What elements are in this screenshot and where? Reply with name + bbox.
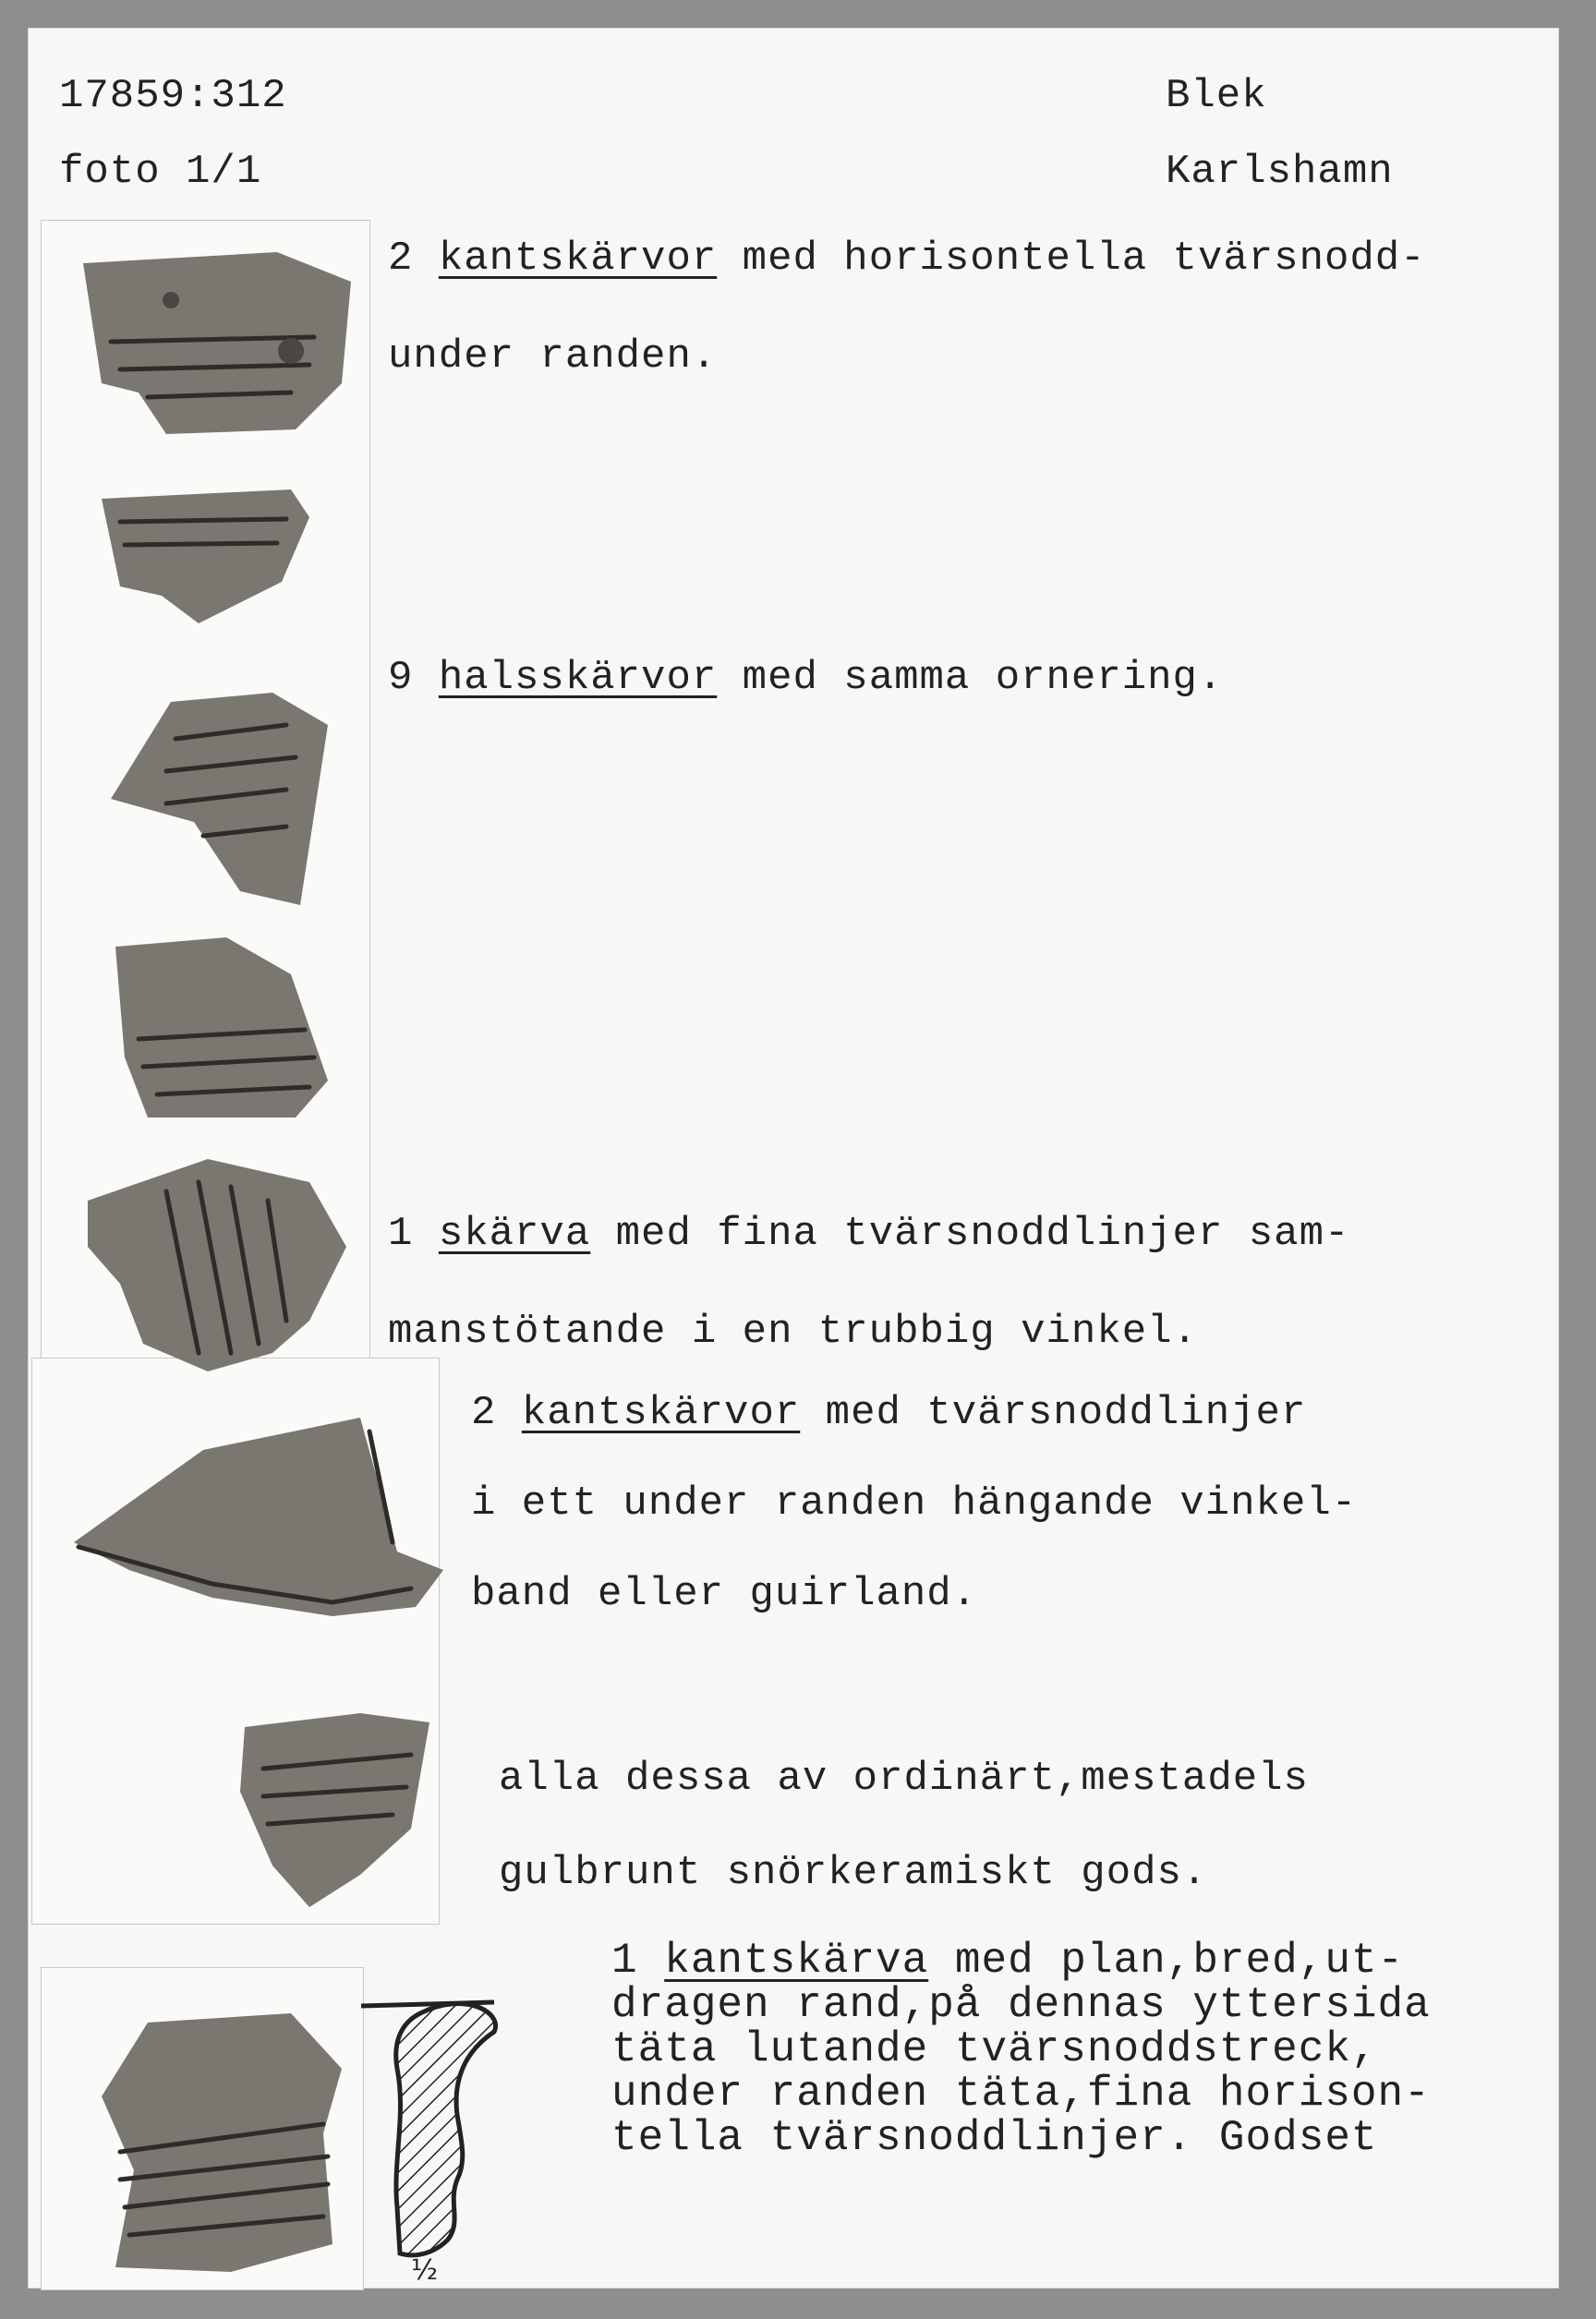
entry-6-line-2: dragen rand,på dennas yttersida (611, 1981, 1431, 2029)
drawing-scale-label: ½ (411, 2254, 439, 2287)
profile-section-drawing-icon (356, 1976, 596, 2290)
entry-5-line-1: alla dessa av ordinärt,mestadels (499, 1756, 1309, 1802)
catalog-card (28, 28, 1559, 2289)
entry-3-line-2: manstötande i en trubbig vinkel. (388, 1309, 1198, 1355)
sherd-photo-4 (92, 928, 332, 1127)
entry-4-line-1: 2 kantskärvor med tvärsnoddlinjer (471, 1390, 1307, 1436)
province: Blek (1166, 73, 1267, 119)
sherd-photo-2 (97, 480, 319, 628)
entry-5-line-2: gulbrunt snörkeramiskt gods. (499, 1850, 1208, 1896)
entry-6-line-4: under randen täta,fina horison- (611, 2070, 1431, 2118)
sherd-photo-5 (69, 1145, 346, 1376)
photo-scale: foto 1/1 (59, 149, 262, 195)
entry-2-line-1: 9 halsskärvor med samma ornering. (388, 655, 1224, 701)
sherd-photo-6 (65, 1404, 453, 1616)
entry-4-line-2: i ett under randen hängande vinkel- (471, 1480, 1358, 1527)
entry-6-line-3: täta lutande tvärsnoddstreck, (611, 2025, 1378, 2073)
entry-1-line-2: under randen. (388, 333, 718, 380)
entry-3-line-1: 1 skärva med fina tvärsnoddlinjer sam- (388, 1211, 1350, 1257)
entry-6-line-5: tella tvärsnoddlinjer. Godset (611, 2114, 1378, 2162)
catalog-number: 17859:312 (59, 73, 287, 119)
parish: Karlshamn (1166, 149, 1394, 195)
sherd-photo-1 (74, 245, 379, 439)
entry-4-line-3: band eller guirland. (471, 1571, 978, 1617)
sherd-photo-8 (92, 1995, 351, 2272)
sherd-photo-7 (222, 1699, 434, 1912)
entry-6-line-1: 1 kantskärva med plan,bred,ut- (611, 1937, 1405, 1985)
sherd-photo-3 (102, 683, 342, 924)
entry-1-line-1: 2 kantskärvor med horisontella tvärsnodd- (388, 236, 1426, 282)
